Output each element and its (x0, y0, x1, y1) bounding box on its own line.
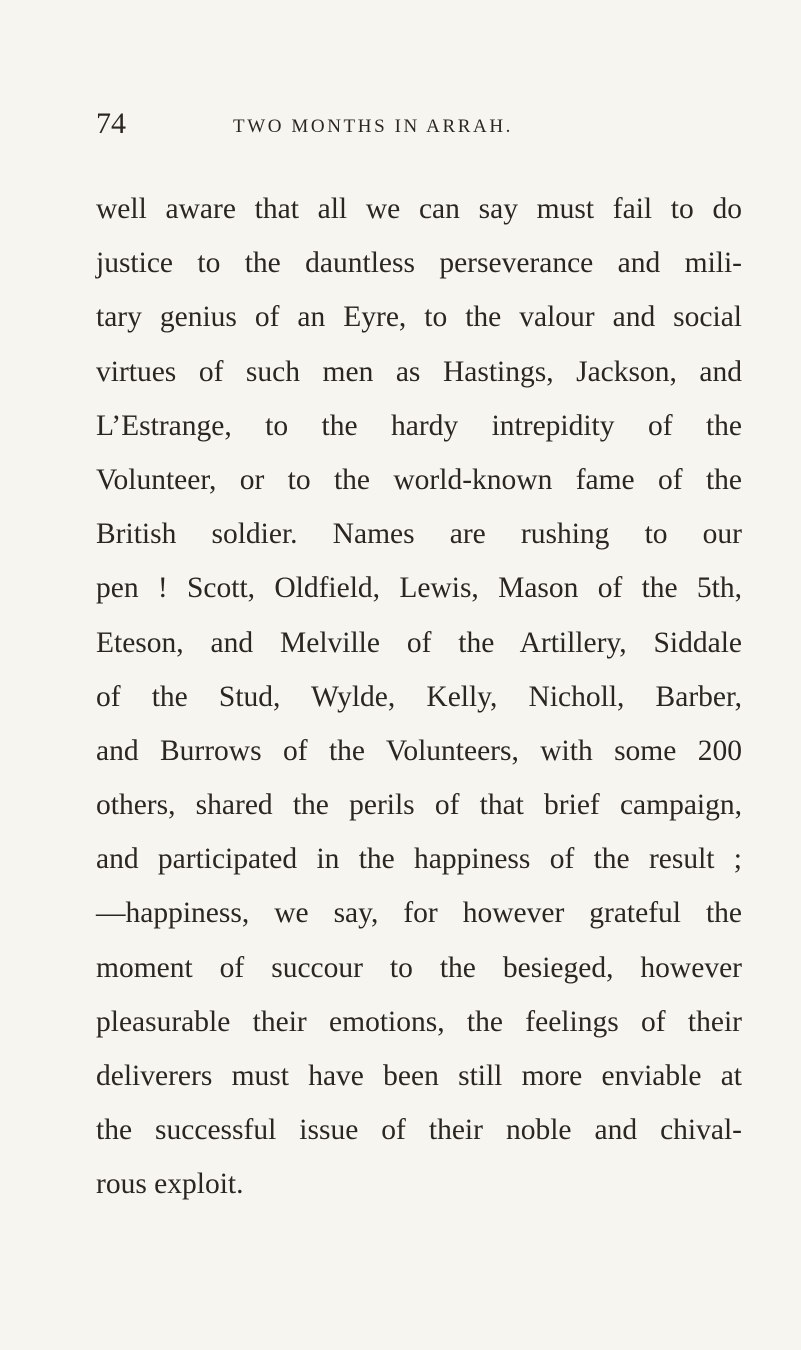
text-line: of the Stud, Wylde, Kelly, Nicholl, Barber, (96, 680, 742, 713)
text-line: pen ! Scott, Oldfield, Lewis, Mason of the 5th, (96, 572, 742, 605)
text-line: and participated in the happiness of the result ; (96, 843, 742, 876)
text-line: pleasurable their emotions, the feelings of their (96, 1005, 742, 1038)
text-line: L’Estrange, to the hardy intrepidity of the (96, 409, 742, 442)
text-line: Volunteer, or to the world-known fame of the (96, 463, 742, 496)
page-header (96, 104, 736, 144)
text-line: justice to the dauntless perseverance and mili- (96, 247, 742, 280)
text-line: British soldier. Names are rushing to our (96, 518, 742, 551)
text-line: moment of succour to the besieged, however (96, 951, 742, 984)
running-head: TWO MONTHS IN ARRAH. (233, 116, 513, 137)
text-line: —happiness, we say, for however grateful the (96, 897, 742, 930)
text-line: others, shared the perils of that brief campaign, (96, 789, 742, 822)
text-line-last: rous exploit. (96, 1168, 244, 1201)
text-line: tary genius of an Eyre, to the valour and social (96, 301, 742, 334)
body-paragraph (96, 182, 742, 1212)
text-line: the successful issue of their noble and chival- (96, 1114, 742, 1147)
text-line: deliverers must have been still more enviable at (96, 1060, 742, 1092)
text-line: and Burrows of the Volunteers, with some 200 (96, 734, 742, 767)
text-line: Eteson, and Melville of the Artillery, Siddale (96, 626, 742, 659)
page-number: 74 (96, 107, 126, 140)
text-line: virtues of such men as Hastings, Jackson, and (96, 355, 742, 388)
text-line: well aware that all we can say must fail to do (96, 193, 742, 225)
